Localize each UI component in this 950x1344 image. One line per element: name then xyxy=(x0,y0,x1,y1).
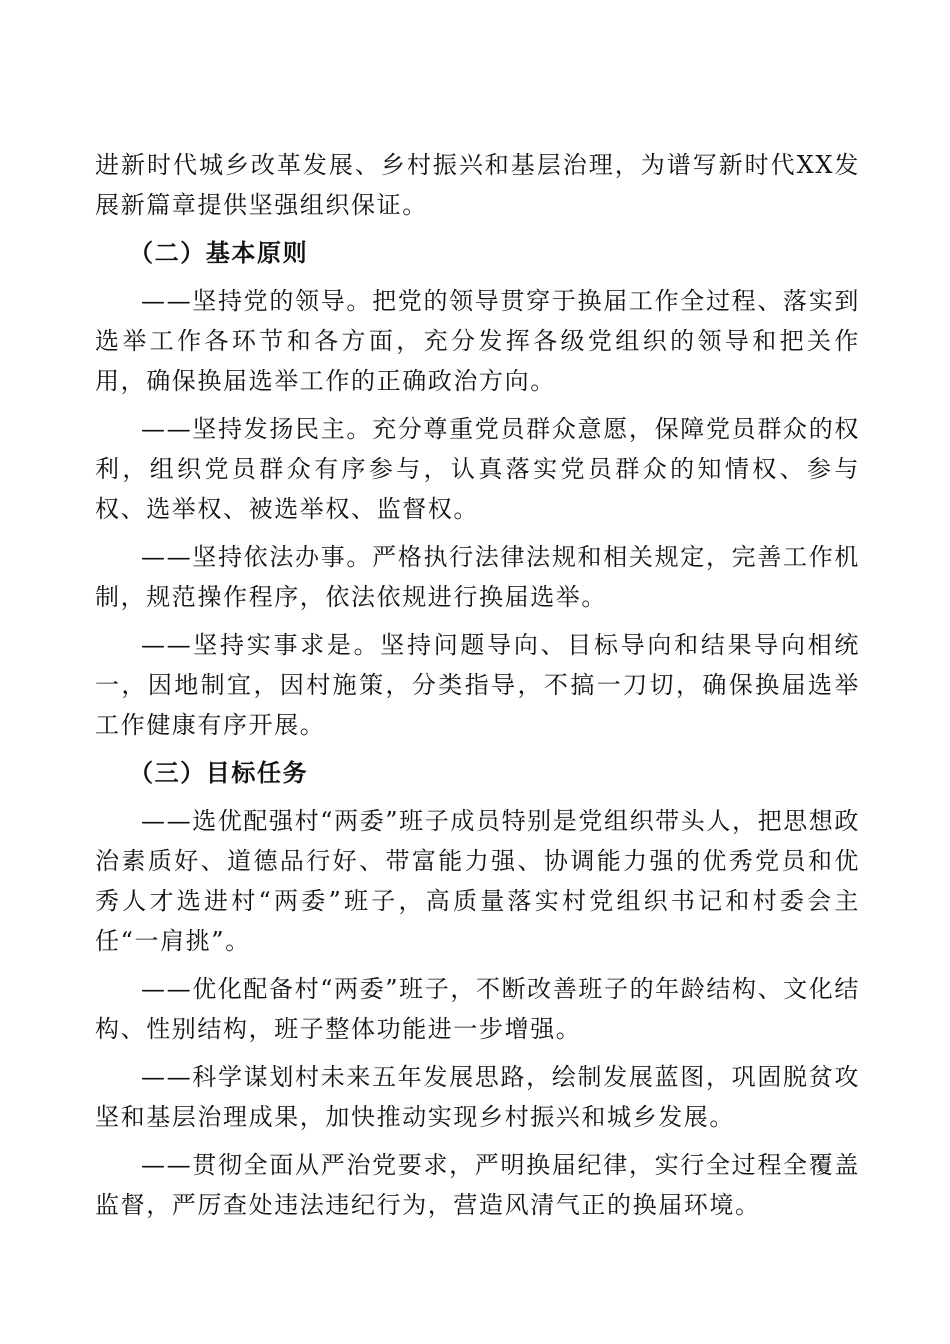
goal-optimize-teams: ——优化配备村“两委”班子，不断改善班子的年龄结构、文化结构、性别结构，班子整体功能进一步增强。 xyxy=(95,975,860,1043)
document-body xyxy=(95,145,860,1233)
goal-plan-development: ——科学谋划村未来五年发展思路，绘制发展蓝图，巩固脱贫攻坚和基层治理成果，加快推动实现乡村振兴和城乡发展。 xyxy=(95,1063,860,1131)
section-heading-basic-principles: （二）基本原则 xyxy=(129,239,309,267)
continuation-paragraph: 进新时代城乡改革发展、乡村振兴和基层治理，为谱写新时代XX发展新篇章提供坚强组织保证。 xyxy=(95,151,860,219)
principle-democracy: ——坚持发扬民主。充分尊重党员群众意愿，保障党员群众的权利，组织党员群众有序参与，认真落实党员群众的知情权、参与权、选举权、被选举权、监督权。 xyxy=(95,415,860,523)
goal-strict-discipline: ——贯彻全面从严治党要求，严明换届纪律，实行全过程全覆盖监督，严厉查处违法违纪行为，营造风清气正的换届环境。 xyxy=(95,1151,860,1219)
section-heading-goals-tasks: （三）目标任务 xyxy=(129,759,309,787)
principle-party-leadership: ——坚持党的领导。把党的领导贯穿于换届工作全过程、落实到选举工作各环节和各方面，充分发挥各级党组织的领导和把关作用，确保换届选举工作的正确政治方向。 xyxy=(95,287,860,395)
principle-rule-of-law: ——坚持依法办事。严格执行法律法规和相关规定，完善工作机制，规范操作程序，依法依规进行换届选举。 xyxy=(95,543,860,611)
principle-seek-truth: ——坚持实事求是。坚持问题导向、目标导向和结果导向相统一，因地制宜，因村施策，分类指导，不搞一刀切，确保换届选举工作健康有序开展。 xyxy=(95,631,860,739)
goal-select-leaders: ——选优配强村“两委”班子成员特别是党组织带头人，把思想政治素质好、道德品行好、带富能力强、协调能力强的优秀党员和优秀人才选进村“两委”班子，高质量落实村党组织书记和村委会主任“一肩挑”。 xyxy=(95,807,860,955)
